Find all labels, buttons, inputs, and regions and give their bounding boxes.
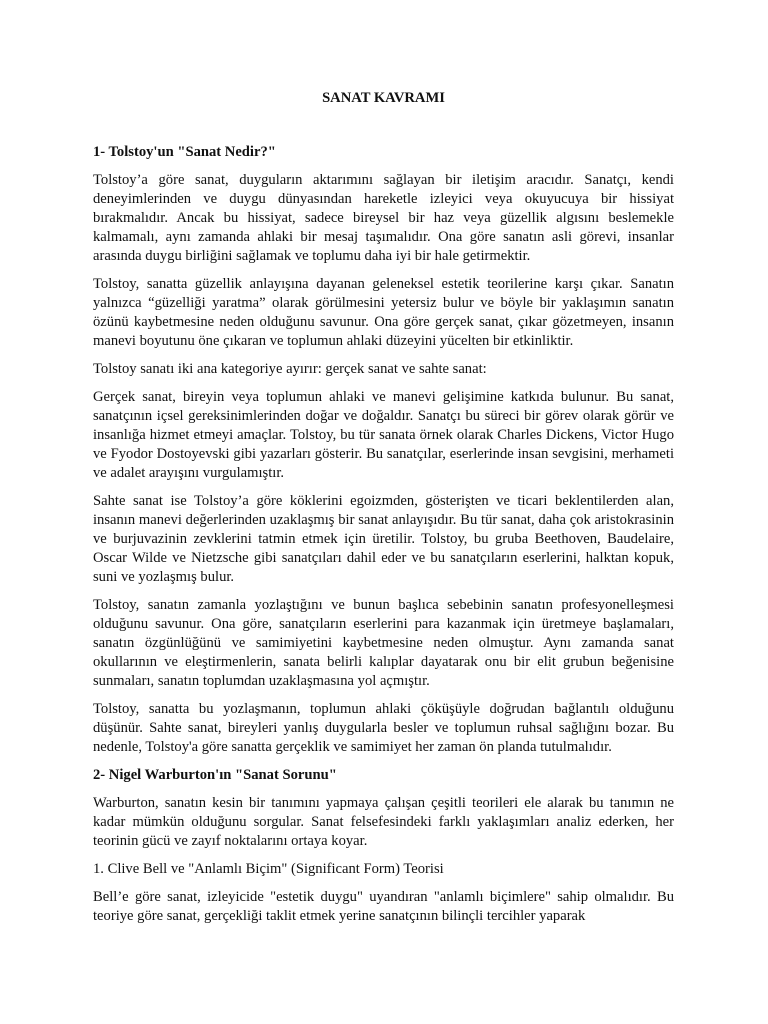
paragraph: Tolstoy’a göre sanat, duyguların aktarımını sağlayan bir iletişim aracıdır. Sanatçı, kendi deneyimlerinden ve duygu dünyasından hareketle izleyici veya okuyucuya bir hissiyat bırakmalıdır. Ancak bu hissiyat, sadece bireysel bir haz veya güzellik algısını beslemekle kalmamalı, aynı zamanda ahlaki bir mesaj taşımalıdır. Ona göre sanatın asli görevi, insanlar arasında duygu birliğini sağlamak ve toplumu daha iyi bir hale getirmektir.: [93, 172, 674, 264]
paragraph: Tolstoy, sanatın zamanla yozlaştığını ve bunun başlıca sebebinin sanatın profesyonelleşmesi olduğunu savunur. Ona göre, sanatçıların eserlerini para kazanmak için üretmeye başlamaları, sanatın özgünlüğünü ve samimiyetini kaybetmesine neden olmuştur. Aynı zamanda sanat okullarının ve eleştirmenlerin, sanata belirli kalıplar dayatarak onu bir elit grubun beğenisine sunmaları, sanatın toplumdan uzaklaşmasına yol açmıştır.: [93, 597, 674, 689]
section-heading: 2- Nigel Warburton'ın "Sanat Sorunu": [93, 767, 337, 783]
paragraph: Tolstoy, sanatta güzellik anlayışına dayanan geleneksel estetik teorilerine karşı çıkar. Sanatın yalnızca “güzelliği yaratma” olarak görülmesini yetersiz bulur ve böyle bir yaklaşımın sanatın özünü kaybetmesine neden olduğunu savunur. Ona göre gerçek sanat, çıkar gözetmeyen, insanın manevi boyutunu öne çıkaran ve toplumun ahlaki düzeyini yücelten bir etkinliktir.: [93, 276, 674, 349]
paragraph: Sahte sanat ise Tolstoy’a göre köklerini egoizmden, gösterişten ve ticari beklentilerden alan, insanın manevi değerlerinden uzaklaşmış bir sanat anlayışıdır. Bu tür sanat, daha çok aristokrasinin ve burjuvazinin zevklerini tatmin etmek için üretilir. Tolstoy, bu gruba Beethoven, Baudelaire, Oscar Wilde ve Nietzsche gibi sanatçıları dahil eder ve bu sanatçıların eserlerini, halktan kopuk, suni ve yozlaşmış bulur.: [93, 493, 674, 585]
section-heading: 1- Tolstoy'un "Sanat Nedir?": [93, 144, 276, 160]
paragraph: Tolstoy sanatı iki ana kategoriye ayırır: gerçek sanat ve sahte sanat:: [93, 361, 487, 377]
document-body: [93, 143, 674, 935]
paragraph: Bell’e göre sanat, izleyicide "estetik duygu" uyandıran "anlamlı biçimlere" sahip olmalıdır. Bu teoriye göre sanat, gerçekliği taklit etmek yerine sanatçının bilinçli tercihler yaparak: [93, 889, 674, 924]
paragraph: Gerçek sanat, bireyin veya toplumun ahlaki ve manevi gelişimine katkıda bulunur. Bu sanat, sanatçının içsel gereksinimlerinden doğar ve doğaldır. Sanatçı bu süreci bir görev olarak görür ve insanlığa hizmet etmeyi amaçlar. Tolstoy, bu tür sanata örnek olarak Charles Dickens, Victor Hugo ve Fyodor Dostoyevski gibi yazarları gösterir. Bu sanatçılar, eserlerinde insan sevgisini, merhameti ve adalet arayışını vurgulamıştır.: [93, 389, 674, 481]
paragraph: Warburton, sanatın kesin bir tanımını yapmaya çalışan çeşitli teorileri ele alarak bu tanımın ne kadar mümkün olduğunu sorgular. Sanat felsefesindeki farklı yaklaşımları analiz ederken, her teorinin gücü ve zayıf noktalarını ortaya koyar.: [93, 795, 674, 849]
section-tolstoy: [93, 143, 674, 757]
document-title: SANAT KAVRAMI: [322, 90, 445, 106]
section-warburton: [93, 766, 674, 926]
paragraph: Tolstoy, sanatta bu yozlaşmanın, toplumun ahlaki çöküşüyle doğrudan bağlantılı olduğunu düşünür. Sahte sanat, bireyleri yanlış duygularla besler ve toplumun ruhsal sağlığını bozar. Bu nedenle, Tolstoy'a göre sanatta gerçeklik ve samimiyet her zaman ön planda tutulmalıdır.: [93, 701, 674, 755]
subsection-title: 1. Clive Bell ve "Anlamlı Biçim" (Significant Form) Teorisi: [93, 861, 444, 877]
